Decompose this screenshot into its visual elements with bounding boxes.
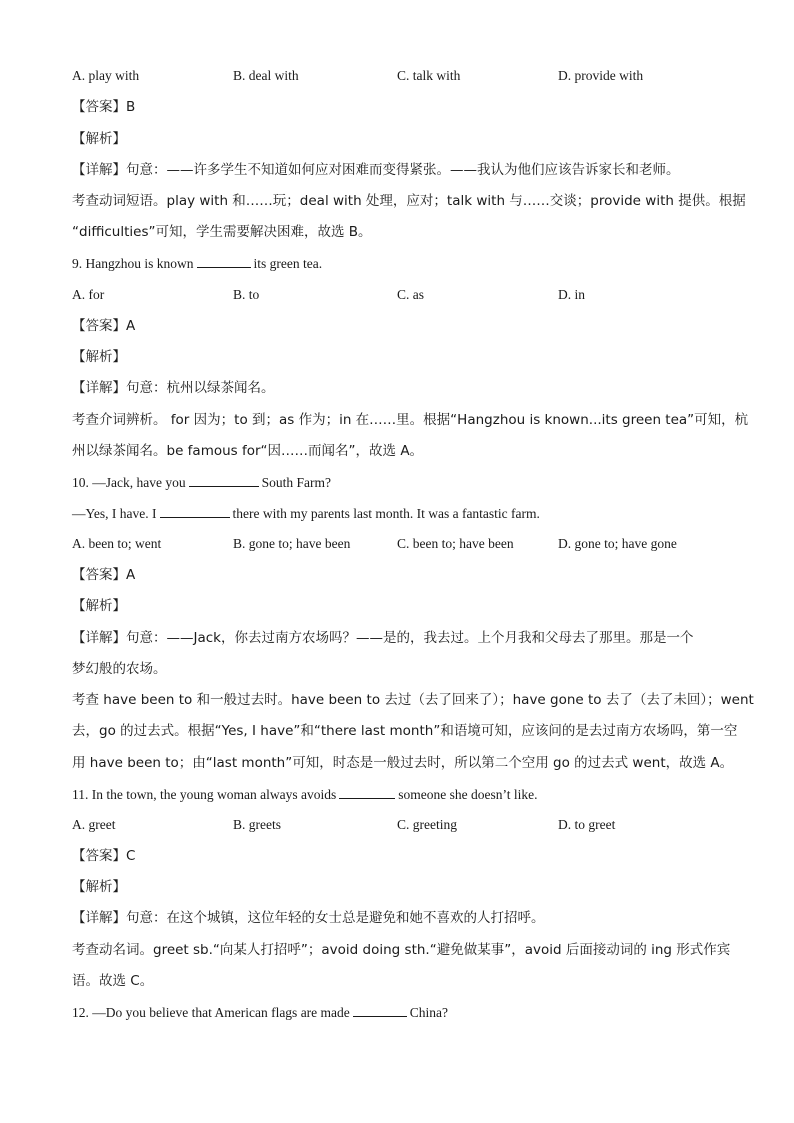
q8-detail: 【详解】句意：——许多学生不知道如何应对困难而变得紧张。——我认为他们应该告诉家长和老师。 xyxy=(72,162,680,178)
q10-answer: 【答案】A xyxy=(72,567,136,583)
q8-explain-line2: “difficulties”可知，学生需要解决困难，故选 B。 xyxy=(72,224,372,240)
q10-analysis-heading: 【解析】 xyxy=(72,598,126,614)
q10-blank-1 xyxy=(189,472,259,487)
q12-stem-before: 12. —Do you believe that American flags are made xyxy=(72,1005,350,1020)
q11-detail: 【详解】句意：在这个城镇，这位年轻的女士总是避免和她不喜欢的人打招呼。 xyxy=(72,910,545,926)
q11-blank xyxy=(339,784,395,799)
q10-option-d: D. gone to; have gone xyxy=(558,536,677,551)
q10-stem2-after: there with my parents last month. It was a fantastic farm. xyxy=(232,506,540,521)
q10-option-c: C. been to; have been xyxy=(397,536,514,551)
q10-stem1-after: South Farm? xyxy=(261,475,331,490)
q9-explain-line2: 州以绿茶闻名。be famous for“因……而闻名”，故选 A。 xyxy=(72,443,424,459)
q12-stem-after: China? xyxy=(409,1005,449,1020)
q9-options xyxy=(72,285,732,305)
q10-stem2-before: —Yes, I have. I xyxy=(72,506,157,521)
q9-option-c: C. as xyxy=(397,287,424,302)
q9-blank xyxy=(197,253,251,268)
q12-stem xyxy=(72,1002,448,1023)
q8-options xyxy=(72,66,732,86)
q10-explain-line2: 去，go 的过去式。根据“Yes, I have”和“there last month”和语境可知，应该问的是去过南方农场吗，第一空 xyxy=(72,723,738,739)
q8-answer: 【答案】B xyxy=(72,99,136,115)
q8-option-b: B. deal with xyxy=(233,68,299,83)
q9-answer: 【答案】A xyxy=(72,318,136,334)
q12-blank xyxy=(353,1002,407,1017)
q9-stem-after: its green tea. xyxy=(253,256,323,271)
q11-stem-before: 11. In the town, the young woman always avoids xyxy=(72,787,337,802)
q11-answer: 【答案】C xyxy=(72,848,136,864)
q8-analysis-heading: 【解析】 xyxy=(72,131,126,147)
q11-option-b: B. greets xyxy=(233,817,281,832)
q9-option-d: D. in xyxy=(558,287,585,302)
q8-option-a: A. play with xyxy=(72,68,140,83)
q9-option-a: A. for xyxy=(72,287,105,302)
q10-detail-line2: 梦幻般的农场。 xyxy=(72,661,167,677)
q9-option-b: B. to xyxy=(233,287,260,302)
q9-stem xyxy=(72,253,322,274)
q8-option-d: D. provide with xyxy=(558,68,644,83)
q9-explain-line1: 考查介词辨析。 for 因为；to 到；as 作为；in 在……里。根据“Hangzhou is known...its green tea”可知，杭 xyxy=(72,412,749,428)
q9-analysis-heading: 【解析】 xyxy=(72,349,126,365)
q10-option-a: A. been to; went xyxy=(72,536,162,551)
q10-options xyxy=(72,534,732,554)
q10-explain-line3: 用 have been to；由“last month”可知，时态是一般过去时，所以第二个空用 go 的过去式 went，故选 A。 xyxy=(72,755,734,771)
q11-options xyxy=(72,815,732,835)
q11-option-c: C. greeting xyxy=(397,817,457,832)
q8-option-c: C. talk with xyxy=(397,68,461,83)
q10-blank-2 xyxy=(160,503,230,518)
q10-stem-line2 xyxy=(72,503,540,524)
q11-stem xyxy=(72,784,537,805)
q11-option-d: D. to greet xyxy=(558,817,616,832)
q10-explain-line1: 考查 have been to 和一般过去时。have been to 去过（去了回来了）；have gone to 去了（去了未回）；went xyxy=(72,692,754,708)
q11-explain-line1: 考查动名词。greet sb.“向某人打招呼”；avoid doing sth.“避免做某事”，avoid 后面接动词的 ing 形式作宾 xyxy=(72,942,731,958)
q9-detail: 【详解】句意：杭州以绿茶闻名。 xyxy=(72,380,275,396)
q10-option-b: B. gone to; have been xyxy=(233,536,351,551)
q11-analysis-heading: 【解析】 xyxy=(72,879,126,895)
q10-stem-line1 xyxy=(72,472,331,493)
q9-stem-before: 9. Hangzhou is known xyxy=(72,256,194,271)
q11-option-a: A. greet xyxy=(72,817,116,832)
q11-explain-line2: 语。故选 C。 xyxy=(72,973,154,989)
q10-stem1-before: 10. —Jack, have you xyxy=(72,475,186,490)
q10-detail-line1: 【详解】句意：——Jack，你去过南方农场吗？——是的，我去过。上个月我和父母去了那里。那是一个 xyxy=(72,630,694,646)
q11-stem-after: someone she doesn’t like. xyxy=(398,787,538,802)
q8-explain-line1: 考查动词短语。play with 和……玩；deal with 处理，应对；talk with 与……交谈；provide with 提供。根据 xyxy=(72,193,746,209)
